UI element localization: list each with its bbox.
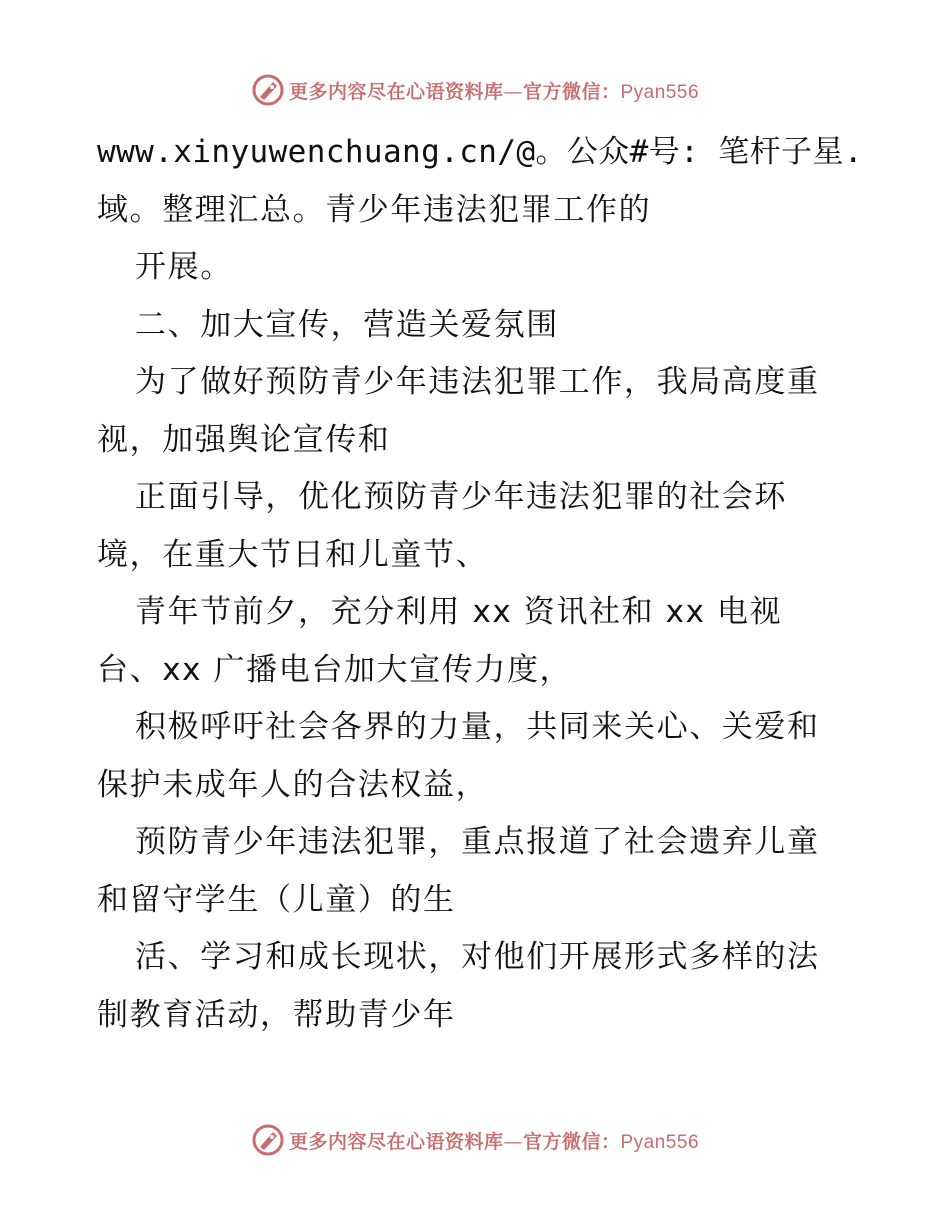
banner-wechat-label: 官方微信： [522, 80, 621, 103]
section-heading: 二、加大宣传，营造关爱氛围 [135, 306, 559, 343]
banner-text [289, 77, 699, 104]
text-line: 正面引导，优化预防青少年违法犯罪的社会环 [135, 479, 787, 515]
banner-main-text: 更多内容尽在心语资料库 [288, 1130, 504, 1153]
text-line: 活、学习和成长现状，对他们开展形式多样的法 [135, 939, 820, 975]
pen-nib-logo-icon [251, 1123, 285, 1157]
banner-text [289, 1127, 699, 1154]
document-body [97, 124, 877, 1044]
text-line: 制教育活动，帮助青少年 [97, 996, 456, 1033]
text-line: 预防青少年违法犯罪，重点报道了社会遗弃儿童 [135, 824, 820, 860]
text-line: 视，加强舆论宣传和 [97, 421, 391, 458]
text-line: www.xinyuwenchuang.cn/@。公众#号: 笔杆子星. [97, 134, 863, 170]
pen-nib-logo-icon [251, 73, 285, 107]
banner-separator: — [503, 1130, 523, 1153]
banner-wechat-id: Pyan556 [620, 1131, 700, 1153]
text-line: 台、xx 广播电台加大宣传力度， [97, 651, 573, 688]
banner-main-text: 更多内容尽在心语资料库 [288, 80, 504, 103]
banner-separator: — [503, 80, 523, 103]
header-banner [0, 70, 950, 110]
text-line: 为了做好预防青少年违法犯罪工作，我局高度重 [135, 364, 820, 400]
text-line: 开展。 [135, 249, 233, 285]
text-line: 域。整理汇总。青少年违法犯罪工作的 [97, 191, 652, 228]
text-line: 和留守学生（儿童）的生 [97, 881, 456, 918]
footer-banner [0, 1120, 950, 1160]
text-line: 积极呼吁社会各界的力量，共同来关心、关爱和 [135, 709, 820, 745]
banner-wechat-id: Pyan556 [620, 81, 700, 103]
text-line: 青年节前夕，充分利用 xx 资讯社和 xx 电视 [135, 594, 783, 630]
banner-wechat-label: 官方微信： [522, 1130, 621, 1153]
text-line: 境，在重大节日和儿童节、 [97, 536, 489, 573]
text-line: 保护未成年人的合法权益， [97, 766, 489, 803]
